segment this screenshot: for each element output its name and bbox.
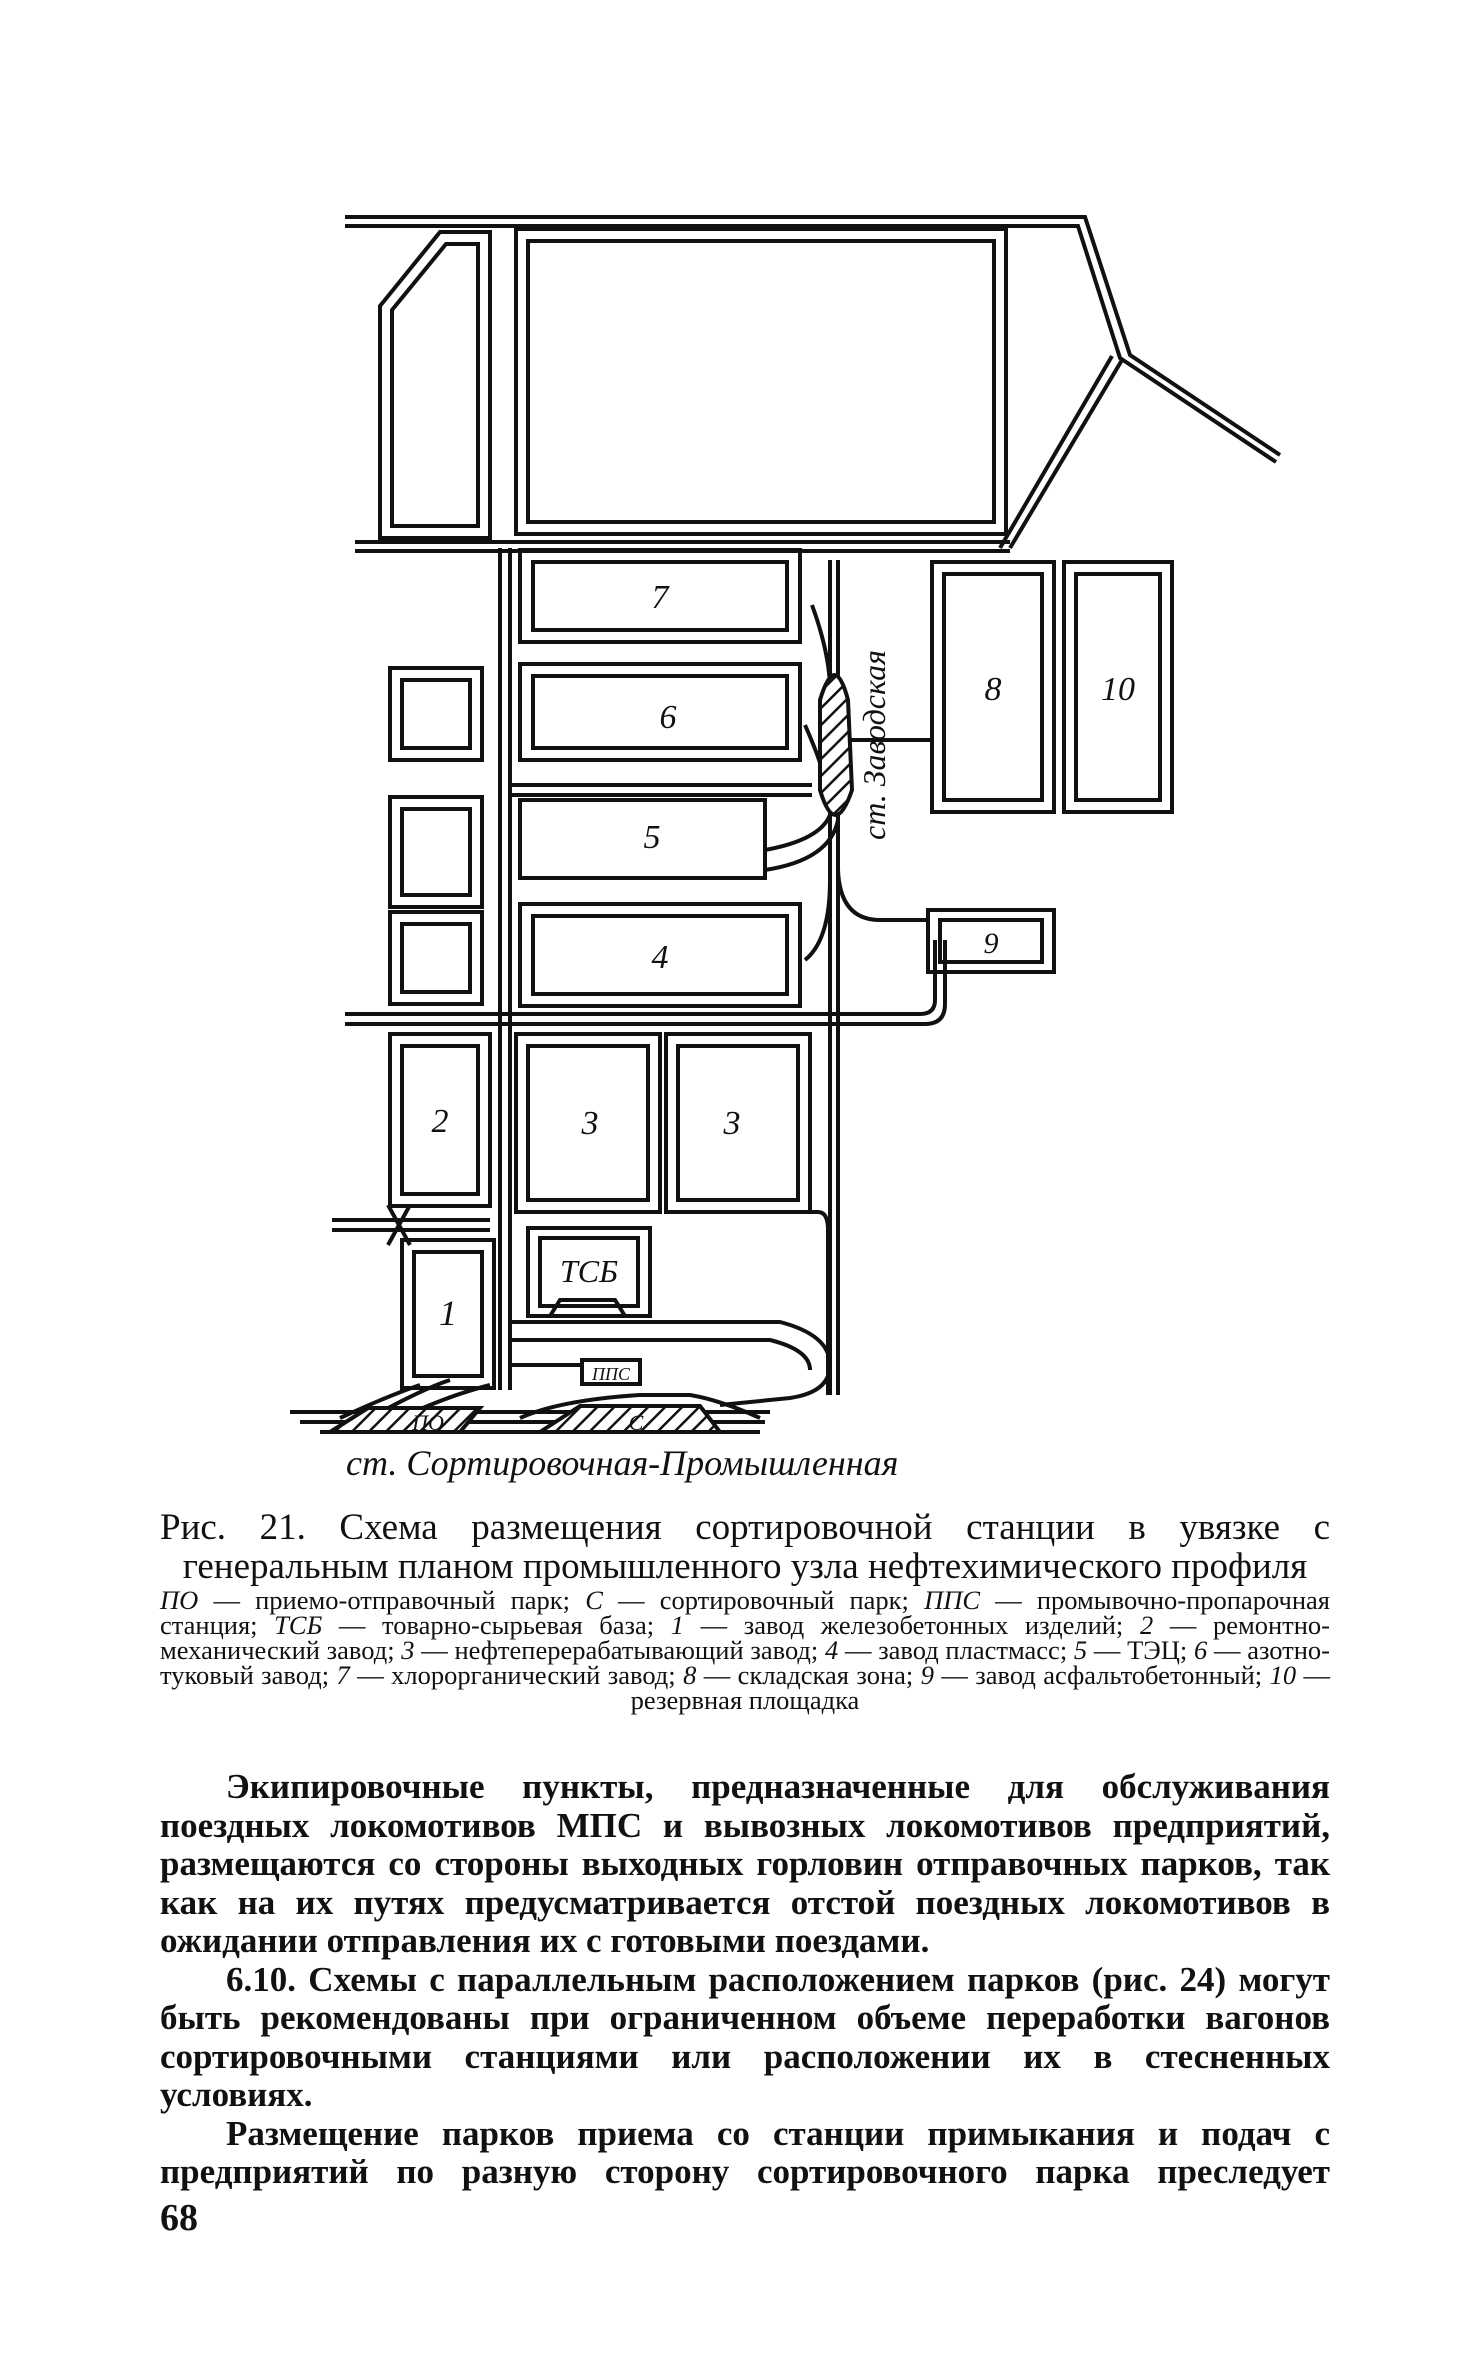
- label-s: С: [628, 1410, 644, 1435]
- label-2: 2: [431, 1103, 449, 1140]
- paragraph-3: Размещение парков приема со станции примыкания и подач с предприятий по разную сторону сортировочного парка преследует: [160, 2113, 1330, 2191]
- page-number: 68: [160, 2197, 198, 2239]
- legend-text: — товарно-сырьевая база;: [322, 1610, 671, 1640]
- label-4: 4: [651, 939, 669, 976]
- legend-key: 4: [825, 1635, 839, 1665]
- legend-text: — складская зона;: [696, 1660, 921, 1690]
- legend-key: 2: [1139, 1610, 1154, 1640]
- railway-lines: [765, 560, 932, 1395]
- label-pps: ППС: [591, 1364, 631, 1384]
- legend-text: — завод асфальтобетонный;: [933, 1660, 1270, 1690]
- legend-key: ПО: [160, 1585, 199, 1615]
- legend-key: 8: [683, 1660, 697, 1690]
- road-3: [345, 940, 945, 1024]
- block-upper-left: [380, 232, 490, 538]
- label-station-zavodskaya: ст. Заводская: [856, 649, 892, 840]
- caption-title: Рис. 21. Схема размещения сортировочной станции в увязке с генеральным планом промышленного узла нефтехимического профиля: [160, 1507, 1330, 1587]
- block-left-small-3: [390, 912, 482, 1004]
- paragraph-1: Экипировочные пункты, предназначенные для обслуживания поездных локомотивов МПС и вывозных локомотивов предприятий, размещаются со стороны выходных горловин отправочных парков, так как на их путях предусматривается отстой поездных локомотивов в ожидании отправления их с готовыми поездами.: [160, 1767, 1330, 1960]
- legend-text: — азотно-туковый завод;: [160, 1635, 1330, 1690]
- label-9: 9: [983, 927, 999, 960]
- legend-text: — резервная площадка: [630, 1660, 1331, 1715]
- caption-legend: [160, 1585, 1331, 1715]
- legend-text: — ТЭЦ;: [1087, 1635, 1194, 1665]
- legend-key: 3: [401, 1635, 415, 1665]
- legend-key: 10: [1269, 1660, 1297, 1690]
- legend-text: — хлорорганический завод;: [349, 1660, 684, 1690]
- label-1: 1: [439, 1293, 457, 1333]
- block-left-small-2: [390, 797, 482, 907]
- legend-key: 9: [920, 1660, 934, 1690]
- road-2: [510, 785, 812, 795]
- legend-key: С: [585, 1585, 603, 1615]
- legend-key: 7: [336, 1660, 350, 1690]
- station-zavodskaya: [820, 675, 852, 815]
- label-8: 8: [984, 671, 1002, 708]
- legend-text: — приемо-отправочный парк;: [198, 1585, 586, 1615]
- main-station: [290, 1380, 770, 1432]
- legend-key: ППС: [924, 1585, 981, 1615]
- block-top-large: [516, 229, 1006, 534]
- legend-text: — ремонтно-механический завод;: [160, 1610, 1330, 1665]
- body-text: [160, 1768, 1330, 2192]
- legend-key: 1: [670, 1610, 684, 1640]
- block-5: [520, 800, 765, 878]
- block-left-small-1: [390, 668, 482, 760]
- label-7: 7: [651, 579, 669, 616]
- legend-key: 6: [1194, 1635, 1208, 1665]
- legend-text: — сортировочный парк;: [602, 1585, 925, 1615]
- label-5: 5: [643, 819, 661, 856]
- rail-loop: [510, 1212, 830, 1405]
- figure-caption: [160, 1508, 1330, 1713]
- label-tsb: ТСБ: [559, 1253, 619, 1289]
- label-3a: 3: [581, 1105, 599, 1142]
- legend-text: — завод пластмасс;: [838, 1635, 1074, 1665]
- road-vertical: [500, 548, 510, 1390]
- legend-text: — нефтеперерабатывающий завод;: [414, 1635, 825, 1665]
- label-3b: 3: [723, 1105, 741, 1142]
- label-10: 10: [1101, 671, 1135, 708]
- paragraph-2: 6.10. Схемы с параллельным расположением парков (рис. 24) могут быть рекомендованы при ограниченном объеме переработки вагонов сортировочными станциями или расположении их в стесненных условиях.: [160, 1959, 1330, 2114]
- label-station-main: ст. Сортировочная-Промышленная: [346, 1443, 899, 1483]
- legend-text: — завод железобетонных изделий;: [684, 1610, 1140, 1640]
- legend-key: ТСБ: [274, 1610, 323, 1640]
- label-po: ПО: [412, 1410, 444, 1435]
- legend-text: — промывочно-пропарочная станция;: [160, 1585, 1330, 1640]
- legend-key: 5: [1073, 1635, 1088, 1665]
- top-road: [345, 217, 1280, 548]
- label-6: 6: [659, 699, 677, 736]
